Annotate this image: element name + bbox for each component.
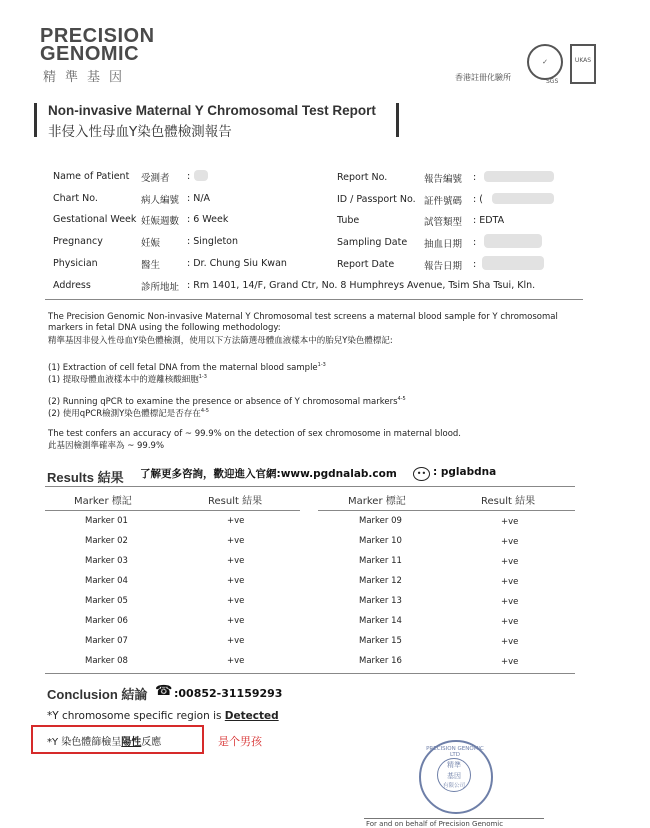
info-label-en: Address: [53, 280, 91, 291]
info-label-zh: 受測者: [141, 173, 170, 184]
conclusion-title: Conclusion 結論: [47, 687, 148, 702]
info-label-en: ID / Passport No.: [337, 194, 416, 205]
marker-cell: Marker 01: [85, 516, 128, 526]
wechat-icon: ••: [413, 467, 430, 481]
col-header-marker: Marker 標記: [348, 496, 406, 507]
marker-cell: Marker 14: [359, 616, 402, 626]
marker-cell: Marker 06: [85, 616, 128, 626]
company-stamp: [419, 740, 493, 814]
report-title-zh: 非侵入性母血Y染色體檢測報告: [48, 124, 232, 140]
wechat-id: : pglabdna: [433, 466, 497, 478]
table-top-rule: [45, 486, 575, 487]
result-cell: +ve: [501, 517, 519, 527]
conclusion-line-zh: *Y 染色體篩檢呈陽性反應: [47, 737, 162, 748]
marker-cell: Marker 05: [85, 596, 128, 606]
step1-zh: (1) 提取母體血液樣本中的遊離核酸細胞$^{1-3}$: [48, 374, 207, 385]
marker-cell: Marker 04: [85, 576, 128, 586]
table-header-rule: [45, 510, 300, 511]
result-cell: +ve: [501, 577, 519, 587]
redacted-block: [194, 170, 208, 181]
step1-en: (1) Extraction of cell fetal DNA from the maternal blood sample$^{1-3}$: [48, 362, 326, 373]
info-label-en: Report No.: [337, 172, 388, 183]
marker-cell: Marker 15: [359, 636, 402, 646]
conclusion-line-en: *Y chromosome specific region is Detected: [47, 710, 279, 722]
accuracy-en: The test confers an accuracy of ~ 99.9% on the detection of sex chromosome in maternal blood.: [48, 429, 461, 439]
methodology-intro-zh: 精準基因非侵入性母血Y染色體檢測，使用以下方法篩選母體血液樣本中的胎兒Y染色體標記:: [48, 336, 393, 346]
info-value: : Dr. Chung Siu Kwan: [187, 258, 287, 269]
col-header-marker: Marker 標記: [74, 496, 132, 507]
info-value: :: [473, 172, 477, 183]
result-cell: +ve: [227, 616, 245, 626]
signature-line: [364, 818, 544, 819]
positive-value: 陽性: [121, 737, 142, 748]
phone-number: :00852-31159293: [174, 687, 283, 700]
result-cell: +ve: [227, 636, 245, 646]
marker-cell: Marker 13: [359, 596, 402, 606]
result-cell: +ve: [227, 556, 245, 566]
result-cell: +ve: [501, 617, 519, 627]
info-label-en: Name of Patient: [53, 171, 130, 182]
table-bottom-rule: [45, 673, 575, 674]
info-label-en: Tube: [337, 215, 360, 226]
accuracy-zh: 此基因檢測準確率為 ~ 99.9%: [48, 441, 165, 451]
step2-zh: (2) 使用qPCR檢測Y染色體標記是否存在$^{4-5}$: [48, 408, 209, 419]
info-label-zh: 報告編號: [424, 174, 463, 185]
redacted-block: [484, 171, 554, 182]
redacted-block: [492, 193, 554, 204]
redacted-block: [482, 256, 544, 270]
info-label-zh: 報告日期: [424, 261, 463, 272]
info-label-zh: 抽血日期: [424, 239, 463, 250]
sgs-cert-check-icon: ✓: [542, 58, 548, 66]
registered-lab-label: 香港註冊化驗所: [455, 73, 511, 82]
sgs-label: SGS: [546, 78, 559, 85]
ukas-cert-icon: [570, 44, 596, 84]
footer-signature-label: For and on behalf of Precision Genomic: [366, 820, 504, 828]
result-cell: +ve: [227, 516, 245, 526]
marker-cell: Marker 02: [85, 536, 128, 546]
info-value: : EDTA: [473, 215, 505, 226]
info-label-zh: 証件號碼: [424, 196, 463, 207]
result-cell: +ve: [501, 537, 519, 547]
result-cell: +ve: [501, 557, 519, 567]
marker-cell: Marker 09: [359, 516, 402, 526]
info-label-en: Gestational Week: [53, 214, 137, 225]
methodology-intro-en: The Precision Genomic Non-invasive Maternal Y Chromosomal test screens a maternal blood sample for Y chromosomal markers in fetal DNA using the following methodology:: [48, 312, 558, 333]
info-label-zh: 試管類型: [424, 217, 463, 228]
result-cell: +ve: [501, 657, 519, 667]
ukas-label: UKAS: [574, 57, 592, 64]
result-cell: +ve: [227, 576, 245, 586]
info-value: :: [473, 259, 477, 270]
marker-cell: Marker 03: [85, 556, 128, 566]
info-value: : (: [473, 194, 483, 205]
info-value: : 6 Week: [187, 214, 229, 225]
result-cell: +ve: [227, 596, 245, 606]
col-header-result: Result 結果: [481, 496, 536, 507]
info-label-zh: 醫生: [141, 260, 161, 271]
report-title-en: Non-invasive Maternal Y Chromosomal Test Report: [48, 103, 376, 118]
info-label-en: Chart No.: [53, 193, 98, 204]
detected-value: Detected: [224, 710, 279, 722]
info-label-zh: 妊娠: [141, 238, 161, 249]
table-header-rule: [318, 510, 575, 511]
info-label-en: Sampling Date: [337, 237, 408, 248]
address-value: : Rm 1401, 14/F, Grand Ctr, No. 8 Humphreys Avenue, Tsim Sha Tsui, Kln.: [187, 280, 536, 291]
company-logo: [40, 27, 155, 63]
sgs-cert-icon: [527, 44, 563, 80]
step2-en: (2) Running qPCR to examine the presence or absence of Y chromosomal markers$^{4-5}$: [48, 396, 406, 407]
title-bar-left: [34, 103, 37, 137]
info-value: : N/A: [187, 193, 211, 204]
handwritten-annotation: 是个男孩: [218, 735, 262, 748]
info-label-en: Physician: [53, 258, 98, 269]
info-label-en: Report Date: [337, 259, 395, 270]
marker-cell: Marker 07: [85, 636, 128, 646]
website-link[interactable]: 了解更多咨詢，歡迎進入官網:www.pgdnalab.com: [140, 468, 397, 480]
info-colon: :: [187, 171, 191, 182]
marker-cell: Marker 11: [359, 556, 402, 566]
marker-cell: Marker 10: [359, 536, 402, 546]
stamp-center: 精準 基因 有限公司: [437, 758, 471, 792]
col-header-result: Result 結果: [208, 496, 263, 507]
marker-cell: Marker 08: [85, 656, 128, 666]
info-value: :: [473, 237, 477, 248]
logo-line-2: GENOMIC: [40, 43, 140, 65]
logo-line-1: PRECISION: [40, 25, 155, 47]
marker-cell: Marker 12: [359, 576, 402, 586]
phone-icon: ☎: [155, 683, 173, 699]
results-title: Results 結果: [47, 470, 124, 485]
section-divider: [45, 299, 583, 300]
title-bar-right: [396, 103, 399, 137]
result-cell: +ve: [501, 597, 519, 607]
info-value: : Singleton: [187, 236, 238, 247]
logo-chinese: 精準基因: [43, 70, 132, 85]
result-cell: +ve: [227, 656, 245, 666]
info-label-zh: 妊娠週數: [141, 216, 180, 227]
result-cell: +ve: [501, 637, 519, 647]
info-label-zh: 病人編號: [141, 195, 180, 206]
result-cell: +ve: [227, 536, 245, 546]
marker-cell: Marker 16: [359, 656, 402, 666]
redacted-block: [484, 234, 542, 248]
stamp-ring-text: PRECISION GENOMIC LTD: [426, 746, 484, 758]
info-label-en: Pregnancy: [53, 236, 103, 247]
info-label-zh: 診所地址: [141, 282, 180, 293]
